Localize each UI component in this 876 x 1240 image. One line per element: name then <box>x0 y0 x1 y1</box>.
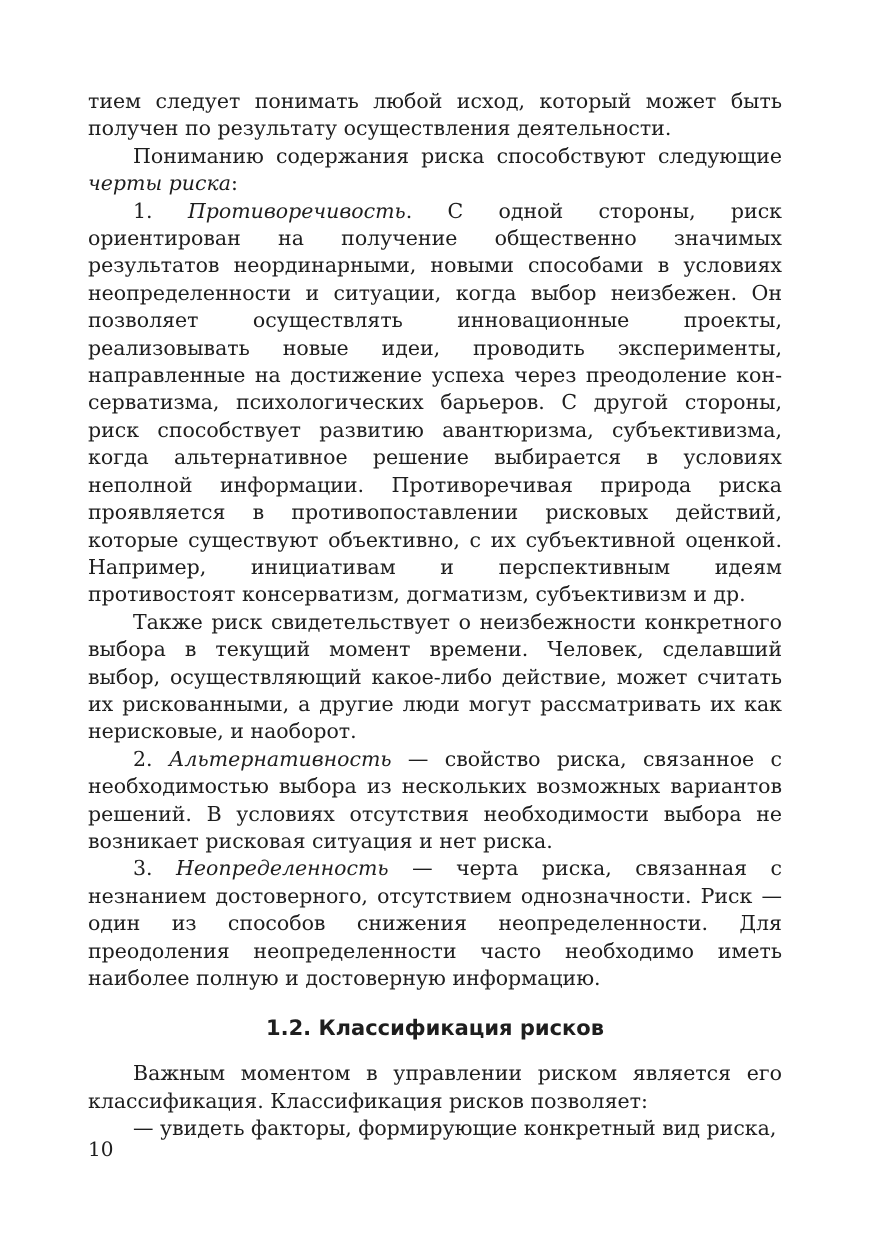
paragraph-risk-features-intro <box>88 143 782 198</box>
text-run: 3. <box>133 856 177 881</box>
text-run: — черта риска, связанная с незнанием достоверного, отсутствием однозначности. Риск — один из способов снижения неопределенности. Для преодоления неопределенности часто необходимо иметь наиболее полную и достоверную информацию. <box>88 856 783 990</box>
emphasis-risk-features: черты риска <box>88 171 231 196</box>
paragraph-uncertainty <box>88 855 782 992</box>
text-run: 1. <box>133 198 188 223</box>
emphasis-contradiction: Противоречивость <box>187 198 406 223</box>
text-run: . С одной стороны, риск ориентирован на получение общественно значимых результатов неординарными, новыми способами в условиях неопределенности и ситуации, когда выбор неизбежен. Он позволяет осуществлять инновационные проекты, реализовывать новые идеи, проводить эксперименты, направленные на достижение успеха через преодоление консерватизма, психологических барьеров. С другой стороны, риск способствует развитию авантюризма, субъективизма, когда альтернативное решение выбирается в условиях неполной информации. Противоречивая природа риска проявляется в противопоставлении рисковых действий, которые существуют объективно, с их субъективной оценкой. Например, инициативам и перспективным идеям противостоят консерватизм, догматизм, субъективизм и др. <box>88 198 782 607</box>
page-body <box>88 88 782 1143</box>
paragraph-choice-inevitability: Также риск свидетельствует о неизбежности конкретного выбора в текущий момент времени. Человек, сделавший выбор, осуществляющий какое-либо действие, может считать их рискованными, а другие люди могут рассматривать их как нерисковые, и наоборот. <box>88 609 782 744</box>
text-run: Пониманию содержания риска способствуют следующие <box>133 143 782 168</box>
paragraph-alternativeness <box>88 746 782 856</box>
text-run: — свойство риска, связанное с необходимостью выбора из нескольких возможных вариантов решений. В условиях отсутствия необходимости выбора не возникает рисковая ситуация и нет риска. <box>88 746 782 853</box>
paragraph-list-item: — увидеть факторы, формирующие конкретный вид риска, <box>133 1116 777 1141</box>
text-run: : <box>230 171 238 196</box>
emphasis-alternativeness: Альтернативность <box>168 746 392 771</box>
paragraph-continuation: тием следует понимать любой исход, который может быть получен по результату осуществления деятельности. <box>88 89 782 141</box>
paragraph-contradiction <box>88 198 782 609</box>
page-number: 10 <box>88 1137 114 1161</box>
paragraph-classification-intro: Важным моментом в управлении риском является его классификация. Классификация рисков позволяет: <box>88 1061 782 1113</box>
emphasis-uncertainty: Неопределенность <box>176 856 389 881</box>
section-heading: 1.2. Классификация рисков <box>265 1016 605 1041</box>
text-run: 2. <box>133 746 169 771</box>
